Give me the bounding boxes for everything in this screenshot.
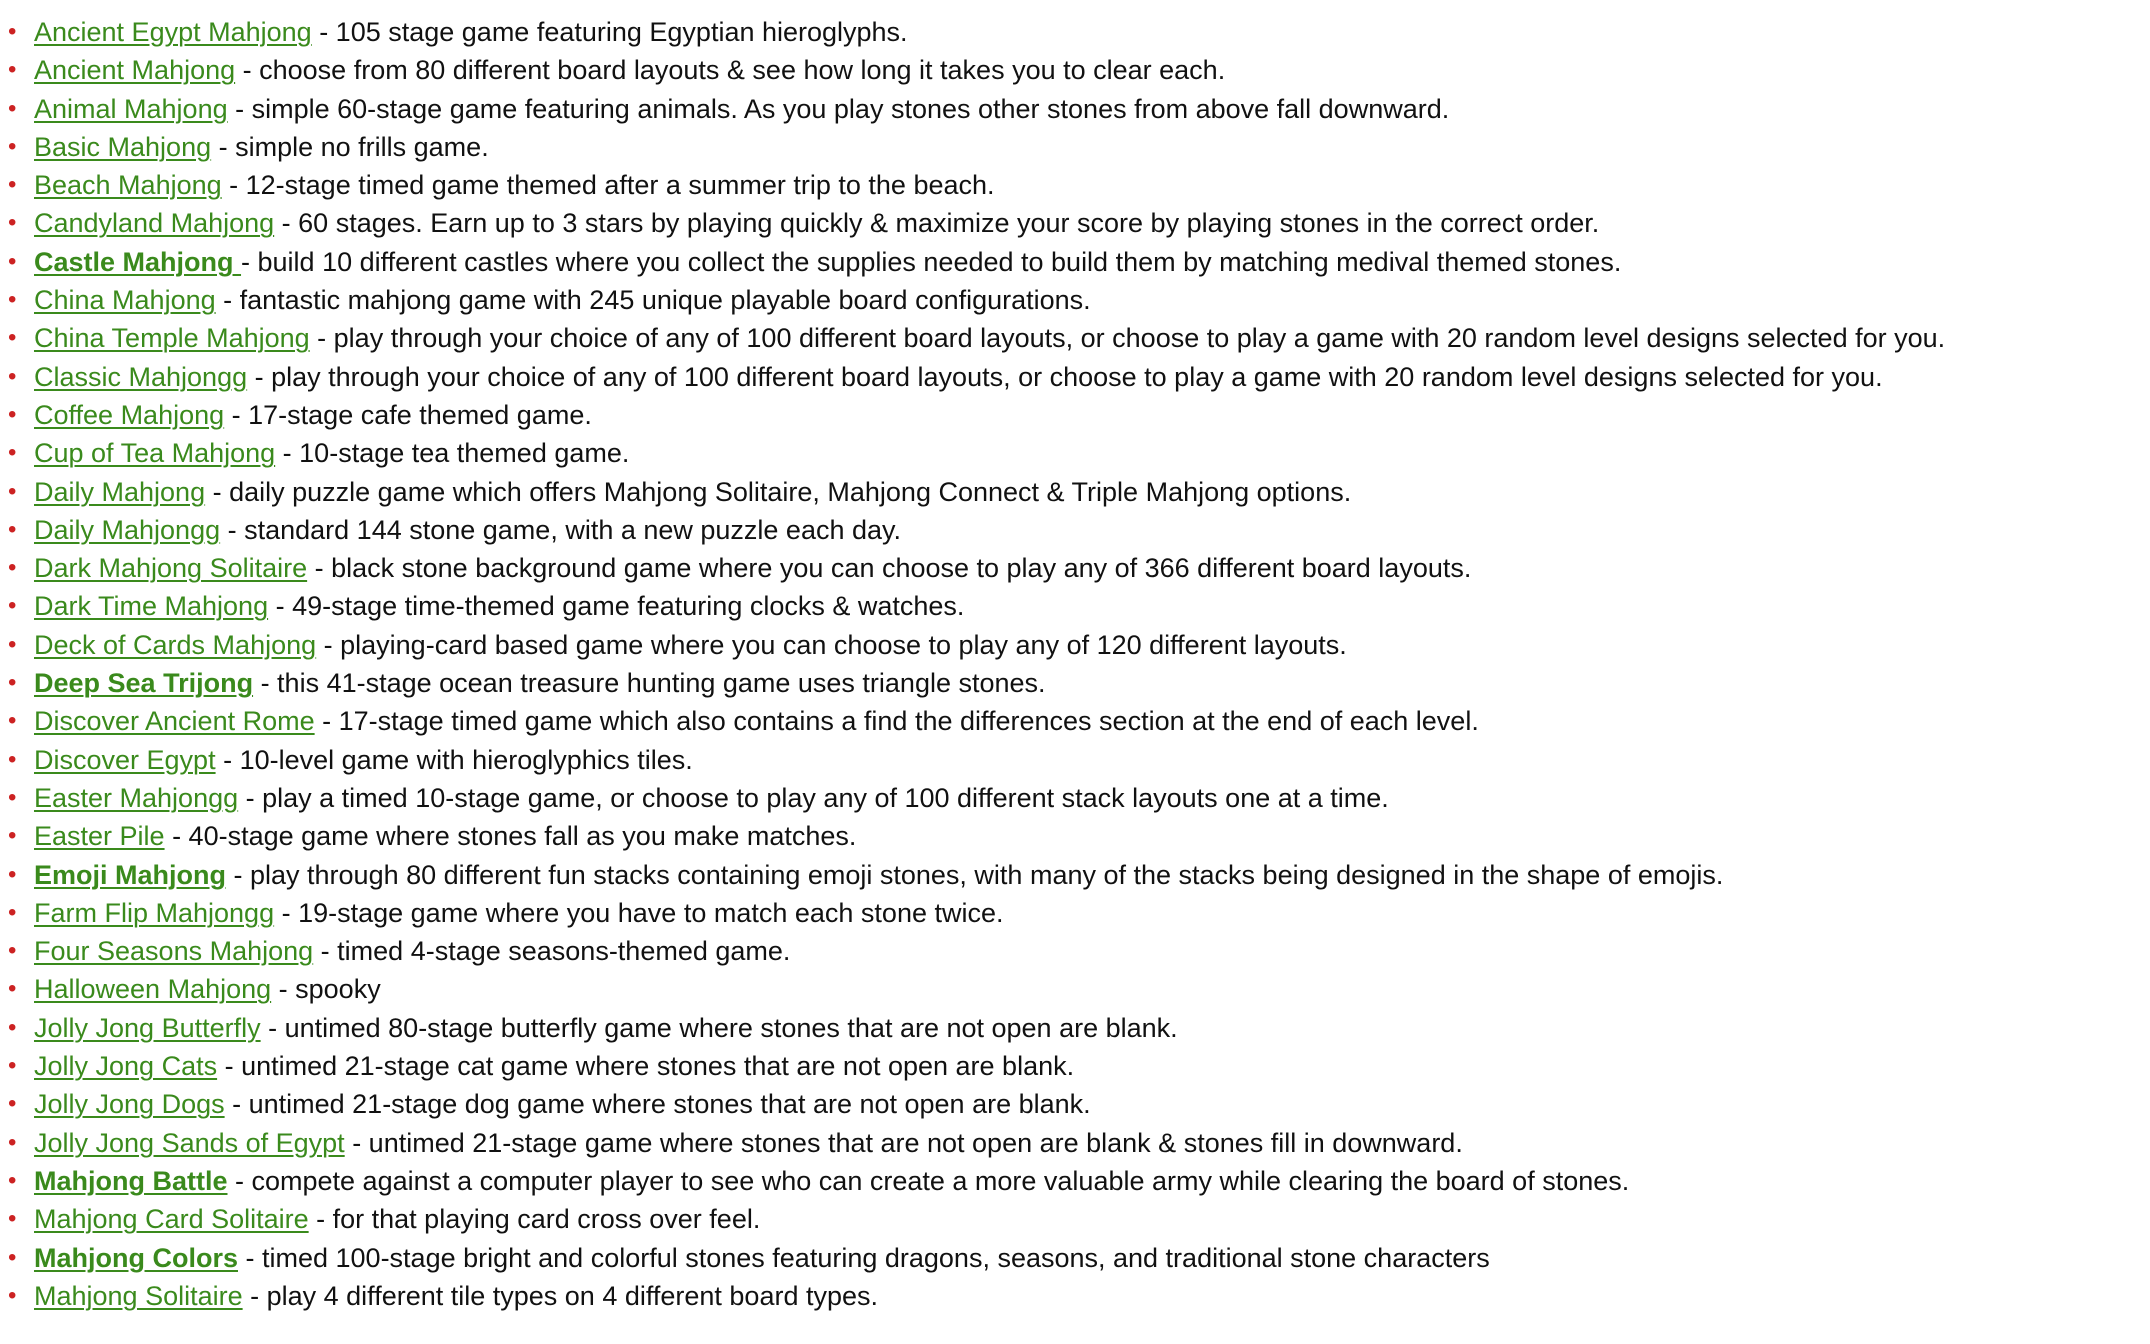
game-link[interactable]: Ancient Egypt Mahjong bbox=[34, 17, 312, 47]
game-link[interactable]: Emoji Mahjong bbox=[34, 859, 226, 890]
game-link[interactable]: Basic Mahjong bbox=[34, 131, 212, 162]
list-item bbox=[0, 1009, 1990, 1047]
list-item bbox=[0, 13, 1990, 51]
game-description: - 10-level game with hieroglyphics tiles. bbox=[215, 744, 693, 775]
bullet-icon: • bbox=[8, 247, 17, 275]
game-description: - untimed 21-stage game where stones that are not open are blank & stones fill in downward. bbox=[344, 1127, 1463, 1158]
game-description: - 17-stage timed game which also contains a find the differences section at the end of each level. bbox=[314, 706, 1479, 737]
game-description: - for that playing card cross over feel. bbox=[308, 1204, 761, 1235]
game-link[interactable]: Cup of Tea Mahjong bbox=[34, 438, 276, 469]
bullet-icon: • bbox=[8, 783, 17, 811]
bullet-icon: • bbox=[8, 822, 17, 850]
game-description: - spooky bbox=[271, 974, 381, 1005]
list-item bbox=[0, 51, 1990, 89]
list-item bbox=[0, 664, 1990, 702]
bullet-icon: • bbox=[8, 132, 17, 160]
list-item bbox=[0, 549, 1990, 587]
bullet-icon: • bbox=[8, 1128, 17, 1156]
game-description: - this 41-stage ocean treasure hunting game uses triangle stones. bbox=[253, 668, 1046, 699]
bullet-icon: • bbox=[8, 592, 17, 620]
list-item bbox=[0, 741, 1990, 779]
game-description: - standard 144 stone game, with a new puzzle each day. bbox=[220, 514, 902, 545]
bullet-icon: • bbox=[8, 707, 17, 735]
list-item bbox=[0, 473, 1990, 511]
game-link[interactable]: Candyland Mahjong bbox=[34, 208, 275, 239]
list-item bbox=[0, 1047, 1990, 1085]
bullet-icon: • bbox=[8, 94, 17, 122]
game-description: - play through your choice of any of 100 different board layouts, or choose to play a game with 20 random level designs selected for you. bbox=[247, 361, 1883, 392]
game-description: - 105 stage game featuring Egyptian hieroglyphs. bbox=[311, 17, 908, 47]
list-item bbox=[0, 626, 1990, 664]
game-link[interactable]: Ancient Mahjong bbox=[34, 55, 236, 86]
bullet-icon: • bbox=[8, 515, 17, 543]
game-link[interactable]: Discover Egypt bbox=[34, 744, 216, 775]
list-item bbox=[0, 587, 1990, 625]
game-description: - untimed 80-stage butterfly game where stones that are not open are blank. bbox=[260, 1012, 1178, 1043]
bullet-icon: • bbox=[8, 1281, 17, 1309]
game-link[interactable]: Farm Flip Mahjongg bbox=[34, 897, 275, 928]
bullet-icon: • bbox=[8, 1052, 17, 1080]
bullet-icon: • bbox=[8, 171, 17, 199]
game-link[interactable]: Easter Mahjongg bbox=[34, 782, 239, 813]
game-link[interactable]: Mahjong Battle bbox=[34, 1165, 228, 1196]
game-description: - play 4 different tile types on 4 different board types. bbox=[242, 1280, 879, 1311]
list-item bbox=[0, 204, 1990, 242]
game-link[interactable]: Animal Mahjong bbox=[34, 93, 228, 124]
bullet-icon: • bbox=[8, 1243, 17, 1271]
game-description: - untimed 21-stage dog game where stones that are not open are blank. bbox=[224, 1089, 1091, 1120]
game-link[interactable]: Discover Ancient Rome bbox=[34, 706, 315, 737]
game-link[interactable]: Halloween Mahjong bbox=[34, 974, 272, 1005]
list-item bbox=[0, 243, 1990, 281]
bullet-icon: • bbox=[8, 400, 17, 428]
list-item bbox=[0, 128, 1990, 166]
game-description: - fantastic mahjong game with 245 unique playable board configurations. bbox=[215, 285, 1091, 316]
list-item bbox=[0, 396, 1990, 434]
list-item bbox=[0, 1085, 1990, 1123]
game-description: - timed 100-stage bright and colorful stones featuring dragons, seasons, and traditional stone characters bbox=[238, 1242, 1490, 1273]
game-link[interactable]: China Mahjong bbox=[34, 285, 216, 316]
game-description: - compete against a computer player to see who can create a more valuable army while clearing the board of stones. bbox=[227, 1165, 1630, 1196]
list-item bbox=[0, 281, 1990, 319]
list-item bbox=[0, 856, 1990, 894]
game-description: - 10-stage tea themed game. bbox=[275, 438, 630, 469]
list-item bbox=[0, 702, 1990, 740]
game-description: - 17-stage cafe themed game. bbox=[224, 399, 592, 430]
list-item bbox=[0, 166, 1990, 204]
bullet-icon: • bbox=[8, 937, 17, 965]
list-item bbox=[0, 1162, 1990, 1200]
game-description: - timed 4-stage seasons-themed game. bbox=[313, 936, 791, 967]
bullet-icon: • bbox=[8, 56, 17, 84]
bullet-icon: • bbox=[8, 630, 17, 658]
game-link[interactable]: Jolly Jong Butterfly bbox=[34, 1012, 261, 1043]
game-description: - 40-stage game where stones fall as you make matches. bbox=[164, 821, 857, 852]
game-link[interactable]: Four Seasons Mahjong bbox=[34, 936, 314, 967]
game-link[interactable]: Deep Sea Trijong bbox=[34, 668, 254, 699]
game-description: - simple no frills game. bbox=[211, 131, 489, 162]
bullet-icon: • bbox=[8, 209, 17, 237]
list-item bbox=[0, 1277, 1990, 1315]
game-description: - untimed 21-stage cat game where stones that are not open are blank. bbox=[217, 1051, 1075, 1082]
bullet-icon: • bbox=[8, 1090, 17, 1118]
bullet-icon: • bbox=[8, 362, 17, 390]
list-item bbox=[0, 358, 1990, 396]
game-link[interactable]: Coffee Mahjong bbox=[34, 399, 225, 430]
list-item bbox=[0, 1124, 1990, 1162]
bullet-icon: • bbox=[8, 18, 17, 45]
bullet-icon: • bbox=[8, 1013, 17, 1041]
game-link[interactable]: Deck of Cards Mahjong bbox=[34, 629, 317, 660]
game-description: - play through 80 different fun stacks containing emoji stones, with many of the stacks being designed in the shape of emojis. bbox=[226, 859, 1724, 890]
game-link[interactable]: Castle Mahjong bbox=[34, 246, 242, 277]
game-link[interactable]: Dark Mahjong Solitaire bbox=[34, 553, 308, 584]
bullet-icon: • bbox=[8, 286, 17, 314]
game-link[interactable]: Mahjong Card Solitaire bbox=[34, 1204, 309, 1235]
game-description: - play through your choice of any of 100 different board layouts, or choose to play a game with 20 random level designs selected for you. bbox=[309, 323, 1946, 354]
game-list bbox=[0, 13, 1990, 1315]
game-link[interactable]: Jolly Jong Sands of Egypt bbox=[34, 1127, 345, 1158]
game-link[interactable]: Easter Pile bbox=[34, 821, 165, 852]
game-description: - play a timed 10-stage game, or choose to play any of 100 different stack layouts one at a time. bbox=[238, 782, 1389, 813]
bullet-icon: • bbox=[8, 554, 17, 582]
bullet-icon: • bbox=[8, 898, 17, 926]
game-link[interactable]: Dark Time Mahjong bbox=[34, 591, 269, 622]
game-link[interactable]: Daily Mahjong bbox=[34, 476, 206, 507]
list-item bbox=[0, 434, 1990, 472]
game-description: - simple 60-stage game featuring animals. As you play stones other stones from above fall downward. bbox=[227, 93, 1450, 124]
game-description: - black stone background game where you can choose to play any of 366 different board layouts. bbox=[307, 553, 1472, 584]
list-item bbox=[0, 894, 1990, 932]
game-link[interactable]: Mahjong Colors bbox=[34, 1242, 238, 1273]
game-description: - choose from 80 different board layouts & see how long it takes you to clear each. bbox=[235, 55, 1226, 86]
bullet-icon: • bbox=[8, 860, 17, 888]
list-item bbox=[0, 932, 1990, 970]
game-description: - 49-stage time-themed game featuring clocks & watches. bbox=[268, 591, 965, 622]
list-item bbox=[0, 970, 1990, 1008]
bullet-icon: • bbox=[8, 439, 17, 467]
bullet-icon: • bbox=[8, 477, 17, 505]
game-description: - 12-stage timed game themed after a summer trip to the beach. bbox=[221, 170, 995, 201]
game-description: - 19-stage game where you have to match each stone twice. bbox=[274, 897, 1004, 928]
game-link[interactable]: Jolly Jong Cats bbox=[34, 1051, 218, 1082]
list-item bbox=[0, 817, 1990, 855]
bullet-icon: • bbox=[8, 324, 17, 352]
game-description: - 60 stages. Earn up to 3 stars by playing quickly & maximize your score by playing stones in the correct order. bbox=[274, 208, 1600, 239]
bullet-icon: • bbox=[8, 1166, 17, 1194]
list-item bbox=[0, 779, 1990, 817]
bullet-icon: • bbox=[8, 1205, 17, 1233]
game-link[interactable]: Mahjong Solitaire bbox=[34, 1280, 243, 1311]
game-link[interactable]: Beach Mahjong bbox=[34, 170, 222, 201]
bullet-icon: • bbox=[8, 669, 17, 697]
game-link[interactable]: Jolly Jong Dogs bbox=[34, 1089, 225, 1120]
game-description: - build 10 different castles where you collect the supplies needed to build them by matching medival themed stones. bbox=[241, 246, 1622, 277]
bullet-icon: • bbox=[8, 745, 17, 773]
list-item bbox=[0, 1239, 1990, 1277]
game-description: - daily puzzle game which offers Mahjong Solitaire, Mahjong Connect & Triple Mahjong options. bbox=[205, 476, 1352, 507]
list-item bbox=[0, 90, 1990, 128]
game-link[interactable]: Classic Mahjongg bbox=[34, 361, 248, 392]
list-item bbox=[0, 511, 1990, 549]
list-item bbox=[0, 319, 1990, 357]
game-link[interactable]: Daily Mahjongg bbox=[34, 514, 221, 545]
game-description: - playing-card based game where you can choose to play any of 120 different layouts. bbox=[316, 629, 1347, 660]
list-item bbox=[0, 1200, 1990, 1238]
bullet-icon: • bbox=[8, 975, 17, 1003]
game-link[interactable]: China Temple Mahjong bbox=[34, 323, 310, 354]
